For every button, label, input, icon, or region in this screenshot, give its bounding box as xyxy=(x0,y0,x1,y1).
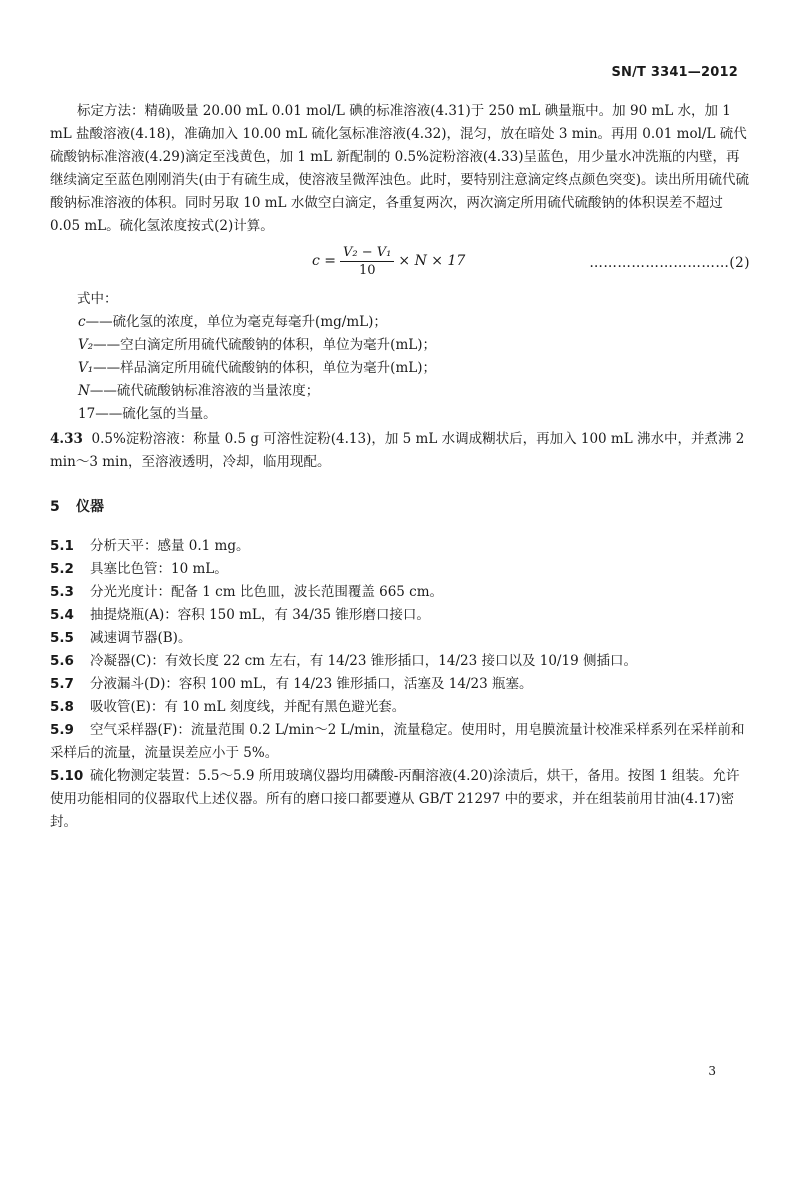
calibration-method-paragraph: 标定方法：精确吸量 20.00 mL 0.01 mol/L 碘的标准溶液(4.31)于 250 mL 碘量瓶中。加 90 mL 水，加 1 mL 盐酸溶液(4.18)，准确加入 10.00 mL 硫化氢标准溶液(4.32)，混匀，放在暗处 3 min。再用 0.01 mol/L 硫代硫酸钠标准溶液(4.29)滴定至浅黄色，加 1 mL 新配制的 0.5%淀粉溶液(4.33)呈蓝色，用少量水冲洗瓶的内壁，再继续滴定至蓝色刚刚消失(由于有硫生成，使溶液呈微浑浊色。此时，要特别注意滴定终点颜色突变)。读出所用硫代硫酸钠标准溶液的体积。同时另取 10 mL 水做空白滴定，各重复两次，两次滴定所用硫代硫酸钠的体积误差不超过 0.05 mL。硫化氢浓度按式(2)计算。 xyxy=(50,103,750,234)
formula-denominator: 10 xyxy=(358,263,376,278)
item-number: 5.6 xyxy=(50,653,74,669)
section-heading xyxy=(50,496,750,519)
formula-expression xyxy=(312,244,465,279)
item-number: 5.3 xyxy=(50,584,74,600)
variable-definition xyxy=(50,357,750,380)
variable-definition xyxy=(50,403,750,426)
item-text: 硫化物测定装置：5.5～5.9 所用玻璃仪器均用磷酸-丙酮溶液(4.20)涂渍后，烘干，备用。按图 1 组装。允许使用功能相同的仪器取代上述仪器。所有的磨口接口都要遵从 GB/T 21297 中的要求，并在组装前用甘油(4.17)密封。 xyxy=(50,768,740,830)
variable-symbol: c xyxy=(78,314,86,330)
variable-definition xyxy=(50,380,750,403)
item-number: 5.5 xyxy=(50,630,74,646)
item-number: 5.1 xyxy=(50,538,74,554)
variable-symbol: V₂ xyxy=(78,337,94,353)
list-item xyxy=(50,627,750,650)
list-item xyxy=(50,765,750,834)
list-item xyxy=(50,604,750,627)
page-number: 3 xyxy=(708,1064,716,1078)
formula-numerator: V₂ − V₁ xyxy=(340,244,394,262)
list-item xyxy=(50,650,750,673)
list-item xyxy=(50,535,750,558)
clause-4-33 xyxy=(50,428,750,474)
formula-rhs: × N × 17 xyxy=(398,253,466,269)
clause-number: 4.33 xyxy=(50,431,83,447)
standard-number: SN/T 3341—2012 xyxy=(611,65,738,80)
item-text: 具塞比色管：10 mL。 xyxy=(90,561,228,577)
item-number: 5.8 xyxy=(50,699,74,715)
item-number: 5.2 xyxy=(50,561,74,577)
list-item xyxy=(50,581,750,604)
section-title: 仪器 xyxy=(76,499,104,515)
clause-text: 0.5%淀粉溶液：称量 0.5 g 可溶性淀粉(4.13)，加 5 mL 水调成糊状后，再加入 100 mL 沸水中，并煮沸 2 min～3 min，至溶液透明，冷却，临用现配。 xyxy=(50,431,745,470)
variable-definition xyxy=(50,311,750,334)
variable-symbol: 17 xyxy=(78,406,96,422)
variable-description: ——硫化氢的当量。 xyxy=(95,406,217,422)
formula-2 xyxy=(50,240,750,284)
item-text: 分析天平：感量 0.1 mg。 xyxy=(90,538,250,554)
item-text: 减速调节器(B)。 xyxy=(90,630,192,646)
item-text: 分液漏斗(D)：容积 100 mL，有 14/23 锥形插口，活塞及 14/23 瓶塞。 xyxy=(90,676,533,692)
variable-symbol: V₁ xyxy=(78,360,94,376)
list-item xyxy=(50,558,750,581)
variable-description: ——硫代硫酸钠标准溶液的当量浓度； xyxy=(89,383,320,399)
list-item xyxy=(50,673,750,696)
variable-description: ——硫化氢的浓度，单位为毫克每毫升(mg/mL)； xyxy=(85,314,387,330)
item-text: 空气采样器(F)：流量范围 0.2 L/min～2 L/min，流量稳定。使用时，用皂膜流量计校准采样系列在采样前和采样后的流量，流量误差应小于 5%。 xyxy=(50,722,745,761)
formula-lhs: c = xyxy=(312,253,337,269)
item-number: 5.9 xyxy=(50,722,74,738)
item-text: 吸收管(E)：有 10 mL 刻度线，并配有黑色避光套。 xyxy=(90,699,406,715)
item-text: 抽提烧瓶(A)：容积 150 mL，有 34/35 锥形磨口接口。 xyxy=(90,607,430,623)
item-text: 分光光度计：配备 1 cm 比色皿，波长范围覆盖 665 cm。 xyxy=(90,584,444,600)
item-number: 5.10 xyxy=(50,768,84,784)
variable-list xyxy=(50,311,750,426)
variable-symbol: N xyxy=(78,383,90,399)
equation-number: …………………………(2) xyxy=(589,255,750,271)
item-number: 5.7 xyxy=(50,676,74,692)
formula-fraction xyxy=(340,244,394,279)
instrument-list xyxy=(50,535,750,834)
item-number: 5.4 xyxy=(50,607,74,623)
list-item xyxy=(50,719,750,765)
list-item xyxy=(50,696,750,719)
page-body xyxy=(50,100,750,834)
variable-description: ——空白滴定所用硫代硫酸钠的体积，单位为毫升(mL)； xyxy=(93,337,436,353)
variable-description: ——样品滴定所用硫代硫酸钠的体积，单位为毫升(mL)； xyxy=(93,360,436,376)
section-number: 5 xyxy=(50,499,60,515)
variable-definition xyxy=(50,334,750,357)
where-label: 式中： xyxy=(77,291,118,307)
item-text: 冷凝器(C)：有效长度 22 cm 左右，有 14/23 锥形插口，14/23 接口以及 10/19 侧插口。 xyxy=(90,653,637,669)
